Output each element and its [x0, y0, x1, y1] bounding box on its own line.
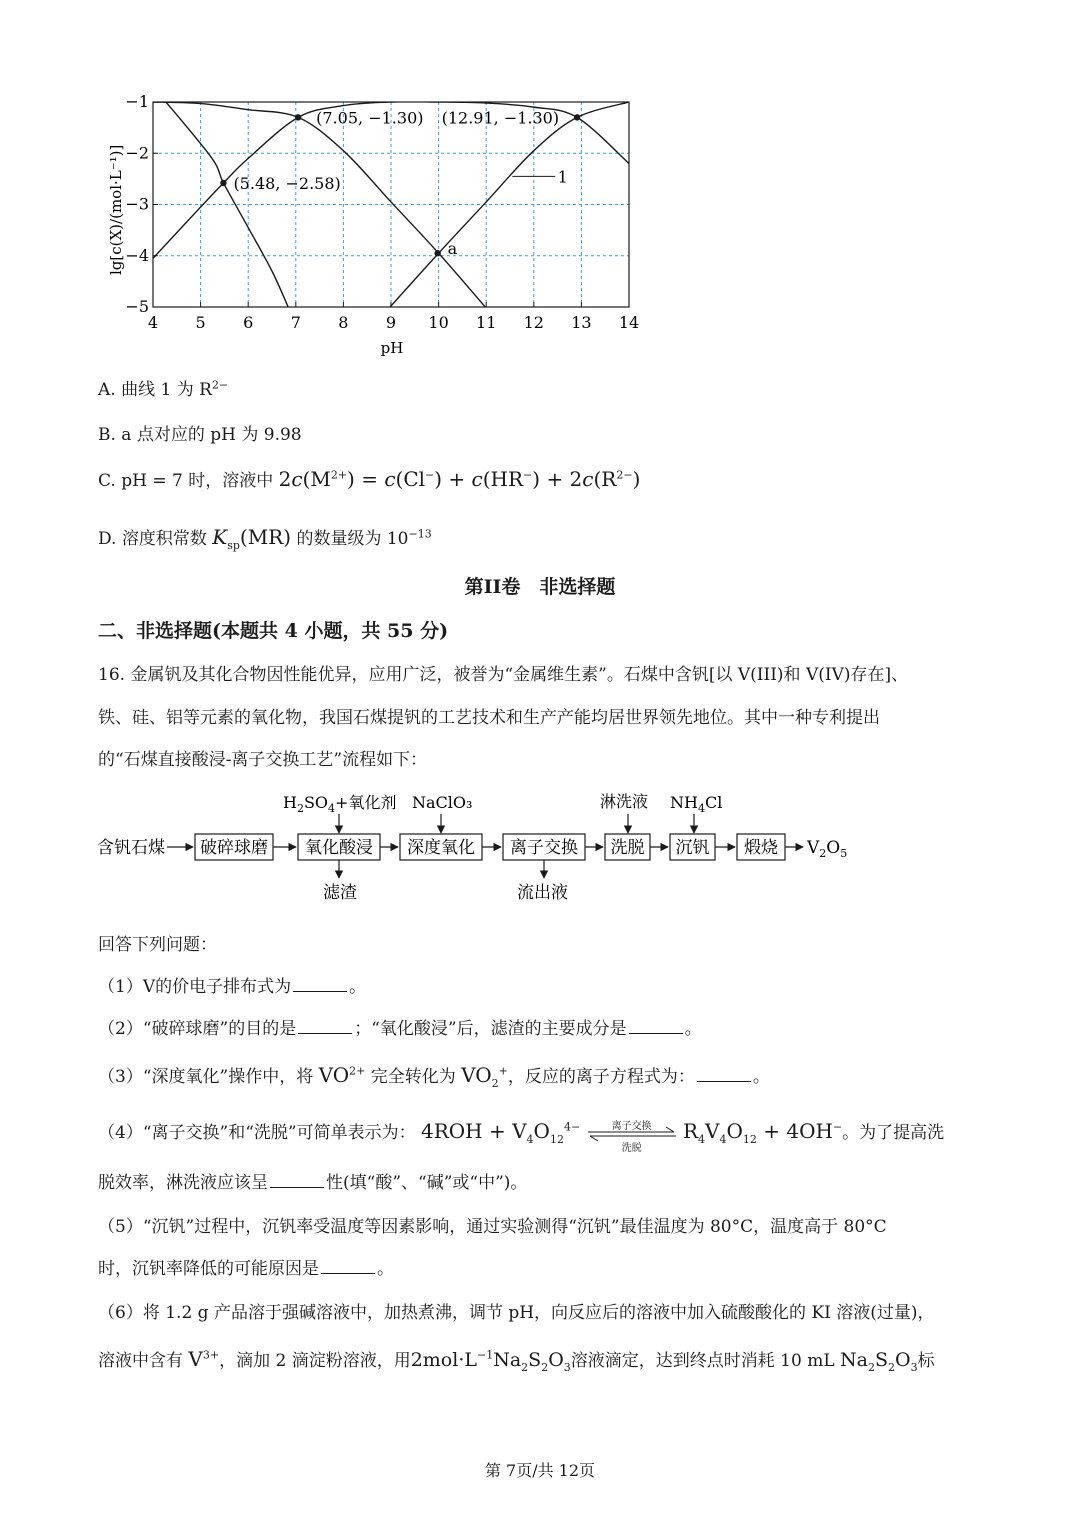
arrow-top-label: 离子交换 — [611, 1120, 652, 1132]
option-a-text: A. 曲线 1 为 — [98, 380, 194, 400]
x-tick-label: 9 — [385, 313, 397, 332]
q2-end: 。 — [684, 1019, 702, 1039]
x-tick-label: 13 — [571, 313, 592, 332]
arrow-bottom-label: 洗脱 — [621, 1142, 642, 1154]
part-title: 第II卷 非选择题 — [464, 576, 616, 598]
answer-blank[interactable] — [629, 1033, 683, 1034]
option-d-mid: 的数量级为 — [296, 529, 382, 549]
curve-m — [153, 87, 288, 307]
x-tick-label: 14 — [618, 313, 640, 332]
question-1 — [98, 972, 366, 997]
point-label: (5.48, −2.58) — [233, 173, 341, 193]
answer-intro: 回答下列问题： — [98, 935, 217, 955]
q4-text-b: 。为了提高洗 — [842, 1123, 945, 1143]
q2-text-b: ；“氧化酸浸”后，滤渣的主要成分是 — [354, 1019, 627, 1039]
q3-text-a: （3）“深度氧化”操作中，将 — [98, 1067, 314, 1087]
chart-axes — [125, 92, 639, 332]
answer-blank[interactable] — [293, 991, 347, 992]
reagent-naclo3: NaClO₃ — [412, 793, 473, 812]
point-label: a — [447, 239, 458, 259]
q3-end: 。 — [752, 1067, 770, 1087]
option-c: C. pH = 7 时，溶液中 $2c(M^{2+}) = c(Cl^-) + c(HR^-) + 2c(R^{2-})$ — [98, 467, 641, 491]
x-axis-label: pH — [380, 339, 404, 357]
output-effluent: 流出液 — [517, 883, 568, 903]
q6-text-c: ，滴加 2 滴淀粉溶液，用 — [219, 1351, 411, 1371]
q16-line-2: 铁、硅、铝等元素的氧化物，我国石煤提钒的工艺技术和生产产能均居世界领先地位。其中一种专利提出 — [98, 708, 880, 728]
equilibrium-arrow — [586, 1120, 678, 1154]
q16-line-1: 16. 金属钒及其化合物因性能优异，应用广泛，被誉为“金属维生素”。石煤中含钒[以 V(III)和 V(IV)存在]、 — [98, 665, 909, 685]
point-label: (7.05, −1.30) — [316, 108, 424, 128]
option-a: A. 曲线 1 为 $R^{2-}$ — [98, 378, 229, 400]
page-footer: 第 7页/共 12页 — [484, 1461, 596, 1480]
flow-step-label: 氧化酸浸 — [305, 838, 373, 858]
data-point — [574, 114, 580, 120]
question-4-cont — [98, 1168, 527, 1193]
point-label: (12.91, −1.30) — [441, 108, 560, 128]
flow-step-label: 沉钒 — [675, 838, 710, 858]
option-d-text: D. 溶度积常数 — [98, 529, 207, 549]
q6-text-e: 标 — [917, 1351, 935, 1371]
flow-step-label: 破碎球磨 — [200, 838, 268, 858]
q6-text-b: 溶液中含有 — [98, 1351, 183, 1371]
q4-text-a: （4）“离子交换”和“洗脱”可简单表示为： — [98, 1123, 416, 1143]
q3-text-b: 完全转化为 — [370, 1067, 456, 1087]
flow-step-label: 深度氧化 — [407, 838, 475, 858]
y-tick-label: −4 — [125, 245, 149, 265]
option-d: D. 溶度积常数 $K_{sp}(MR)$ 的数量级为 $10^{-13}$ — [98, 525, 432, 552]
output-residue: 滤渣 — [323, 883, 357, 903]
data-point — [434, 250, 440, 256]
curve-1-label: 1 — [557, 167, 568, 187]
reagent-wash: 淋洗液 — [600, 792, 649, 811]
data-point — [220, 180, 226, 186]
q4-text-d: 性(填“酸”、“碱”或“中”)。 — [326, 1173, 528, 1193]
flow-step-label: 洗脱 — [610, 838, 645, 858]
y-axis-label: lg[c(X)/(mol·L⁻¹)] — [107, 144, 125, 275]
flow-step-label: 离子交换 — [510, 838, 578, 858]
q1-text: （1）V的价电子排布式为 — [98, 977, 292, 997]
flow-steps — [167, 834, 803, 860]
question-5-cont — [98, 1254, 394, 1279]
question-6-cont: 溶液中含有 $V^{3+}$，滴加 2 滴淀粉溶液，用$2mol\cdot L^{-1}Na_2S_2O_3$溶液滴定，达到终点时消耗 10 mL $Na_2S_2O_3$标 — [98, 1347, 935, 1374]
x-tick-label: 7 — [290, 313, 301, 332]
x-tick-label: 12 — [523, 313, 544, 332]
reagent-nh4cl: $NH_4Cl$ — [670, 793, 723, 815]
answer-blank[interactable] — [298, 1033, 352, 1034]
q2-text-a: （2）“破碎球磨”的目的是 — [98, 1019, 297, 1039]
q4-text-c: 脱效率，淋洗液应该呈 — [98, 1173, 268, 1193]
question-3: （3）“深度氧化”操作中，将 $VO^{2+}$ 完全转化为 $VO_2^+$，反应的离子方程式为： 。 — [98, 1063, 770, 1090]
flow-start: 含钒石煤 — [97, 838, 165, 858]
question-5: （5）“沉钒”过程中，沉钒率受温度等因素影响，通过实验测得“沉钒”最佳温度为 80°C，温度高于 80°C — [98, 1217, 887, 1237]
y-tick-label: −1 — [125, 92, 149, 111]
data-point — [295, 114, 301, 120]
x-tick-label: 6 — [243, 313, 254, 332]
section-heading: 二、非选择题(本题共 4 小题，共 55 分) — [98, 620, 449, 642]
q1-end: 。 — [349, 977, 367, 997]
q3-text-c: ，反应的离子方程式为： — [507, 1067, 695, 1087]
x-tick-label: 8 — [338, 313, 349, 332]
process-flowchart — [95, 780, 855, 910]
x-tick-label: 10 — [428, 313, 449, 332]
answer-blank[interactable] — [697, 1081, 751, 1082]
q5-end: 。 — [377, 1259, 394, 1279]
chart-grid — [153, 102, 629, 307]
flow-step-label: 煅烧 — [744, 838, 778, 858]
q5-text-b: 时，沉钒率降低的可能原因是 — [98, 1259, 319, 1279]
reagent-h2so4: $H_2SO_4+$氧化剂 — [283, 793, 397, 815]
question-2 — [98, 1014, 702, 1039]
chart-points — [220, 108, 580, 258]
x-tick-label: 4 — [147, 313, 159, 332]
y-tick-label: −2 — [125, 143, 149, 163]
answer-blank[interactable] — [321, 1273, 375, 1274]
flow-product: $V_2O_5$ — [807, 838, 848, 860]
x-tick-label: 5 — [195, 313, 206, 332]
q6-text-d: 溶液滴定，达到终点时消耗 10 mL — [570, 1351, 835, 1371]
y-tick-label: −5 — [125, 297, 149, 316]
q16-line-3: 的“石煤直接酸浸-离子交换工艺”流程如下： — [98, 750, 428, 770]
y-tick-label: −3 — [125, 194, 149, 214]
answer-blank[interactable] — [270, 1187, 324, 1188]
option-b: B. a 点对应的 pH 为 9.98 — [98, 425, 302, 445]
x-tick-label: 11 — [476, 313, 497, 332]
species-concentration-chart — [95, 85, 655, 365]
question-6: （6）将 1.2 g 产品溶于强碱溶液中，加热煮沸，调节 pH，向反应后的溶液中加入硫酸酸化的 KI 溶液(过量)， — [98, 1303, 935, 1323]
option-c-text: C. pH = 7 时，溶液中 — [98, 471, 274, 491]
question-4: （4）“离子交换”和“洗脱”可简单表示为： $4ROH + V_4O_{12}^{4-}$ 离子交换 洗脱 $R_4V_4O_{12} + 4OH^-$。为了提高洗 — [98, 1118, 944, 1146]
